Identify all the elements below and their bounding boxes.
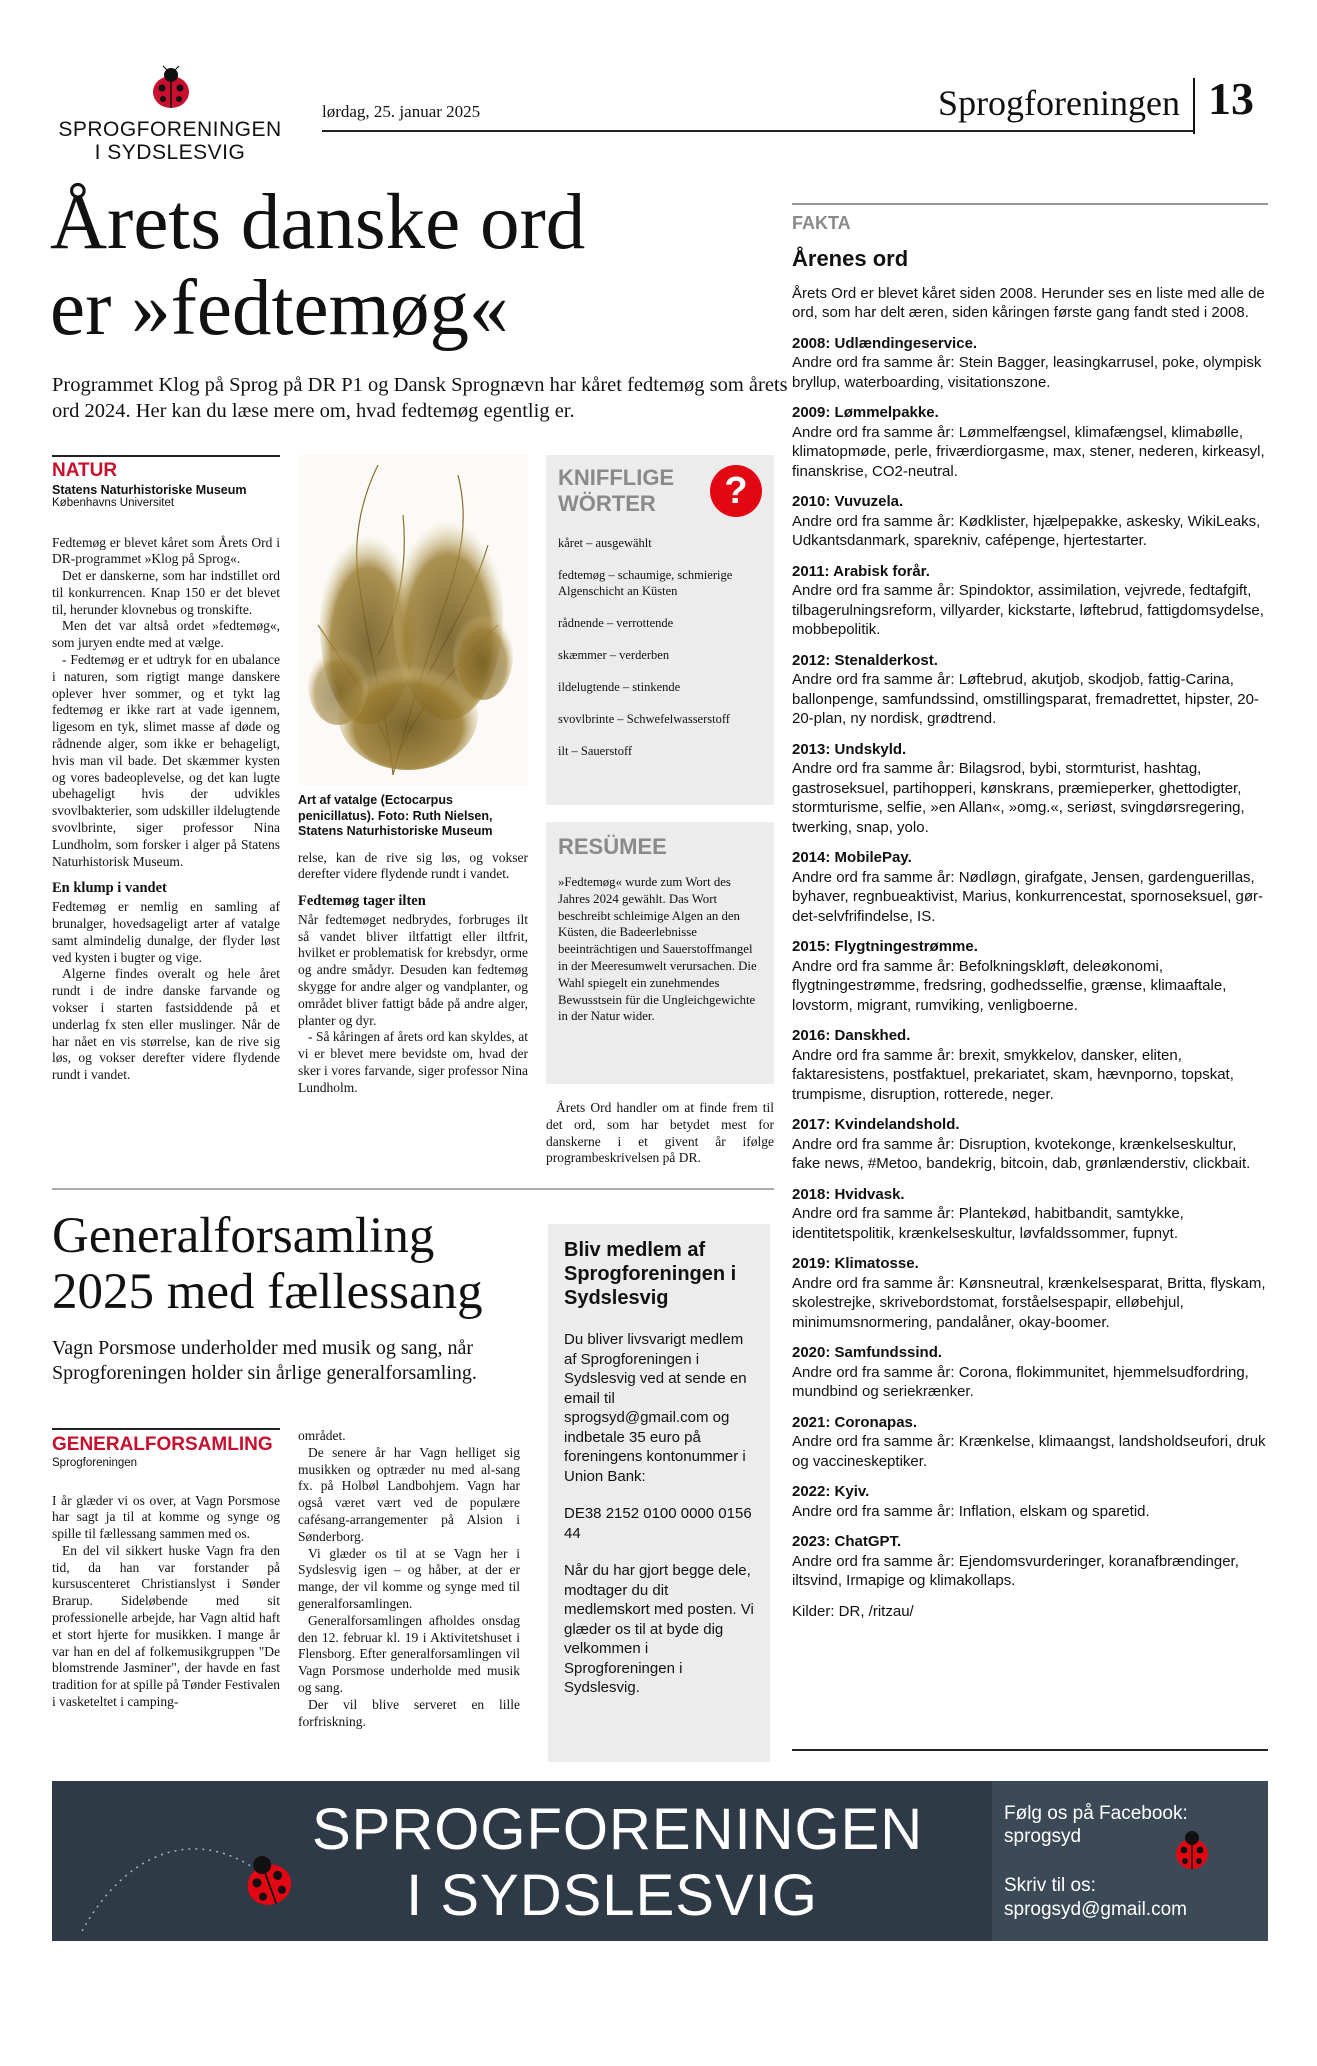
list-item: fedtemøg – schaumige, schmierige Algenschicht an Küsten xyxy=(558,568,733,598)
logo-line2: I SYDSLESVIG xyxy=(94,141,246,164)
fakta-box xyxy=(792,203,1268,1632)
footer-banner xyxy=(52,1781,1268,1941)
article2-lead: Vagn Porsmose underholder med musik og sang, når Sprogforeningen holder sin årlige generalforsamling. xyxy=(52,1337,477,1384)
resumee-text: »Fedtemøg« wurde zum Wort des Jahres 2024 gewählt. Das Wort beschreibt schleimige Algen an den Küsten, die Badeerlebnisse beeinträchtigen und Sauerstoffmangel in der Meeresumwelt verursachen. Die Wahl spiegelt ein zunehmendes Bewusstsein für die Ungleichgewichte in der Natur wider. xyxy=(558,875,757,1024)
knifflige-title-line2: WÖRTER xyxy=(558,491,656,516)
ladybug-icon xyxy=(147,66,195,110)
list-item: ildelugtende – stinkende xyxy=(558,680,681,694)
list-item: svovlbrinte – Schwefelwasserstoff xyxy=(558,712,730,726)
list-item: 2016: Danskhed. Andre ord fra samme år: brexit, smykkelov, dansker, eliten, faktaresistens, postfaktuel, prekariatet, skam, hævnporno, topskat, trumpisme, disruption, rotterede, neger. xyxy=(792,1027,1234,1103)
photo-caption: Art af vatalge (Ectocarpus penicillatus). Foto: Ruth Nielsen, Statens Naturhistoriske Museum xyxy=(298,793,493,838)
list-item: 2008: Udlændingeservice. Andre ord fra samme år: Stein Bagger, leasingkarrusel, poke, olympisk bryllup, waterboarding, visitationszone. xyxy=(792,334,1262,391)
body-para: Fedtemøg er nemlig en samling af brunalger, hovedsageligt arter af vatalge samt almindelig dunalge, der flyder løst ved kysten i bugter og vige. xyxy=(52,899,280,965)
knifflige-woerter-box xyxy=(546,455,774,805)
banner-line1: SPROGFORENINGEN xyxy=(312,1797,924,1862)
membership-title: Bliv medlem af Sprogforeningen i Sydslesvig xyxy=(564,1239,737,1309)
body-para: Vi glæder os til at se Vagn her i Sydslesvig igen – og håber, at der er mange, der vil komme og synge med til generalforsamlingen. xyxy=(298,1545,520,1611)
list-item: 2018: Hvidvask. Andre ord fra samme år: Plantekød, habitbandit, samtykke, identitetspolitik, krænkelseskultur, løvfaldssommer, fupnyt. xyxy=(792,1185,1184,1242)
question-icon: ? xyxy=(710,465,762,517)
article2-body-col2 xyxy=(298,1428,520,1730)
article1-body-col1 xyxy=(52,534,280,1083)
list-item: 2021: Coronapas. Andre ord fra samme år: Krænkelse, klimaangst, landsholdseufori, druk og vaccineskeptiker. xyxy=(792,1413,1266,1470)
membership-text2: Når du har gjort begge dele, modtager du dit medlemskort med posten. Vi glæder os til at byde dig velkommen i Sprogforeningen i Sydslesvig. xyxy=(564,1562,754,1696)
list-item: skæmmer – verderben xyxy=(558,648,670,662)
body-para: Det er danskerne, som har indstillet ord til konkurrencen. Knap 150 er det blevet til, herunder klovnebus og tronskifte. xyxy=(52,568,280,617)
seaweed-image xyxy=(298,455,528,785)
article1-col1 xyxy=(52,455,280,1083)
article1-source2: Københavns Universitet xyxy=(52,496,175,509)
article1-kicker: NATUR xyxy=(52,459,118,481)
fakta-bottom-rule xyxy=(792,1749,1268,1751)
body-para: området. xyxy=(298,1428,346,1443)
article2-col1 xyxy=(52,1428,280,1711)
article2-body-col1 xyxy=(52,1493,280,1711)
membership-text1: Du bliver livsvarigt medlem af Sprogforeningen i Sydslesvig ved at sende en email til sprogsyd@gmail.com og indbetale 35 euro på foreningens kontonummer i Union Bank: xyxy=(564,1331,747,1485)
page-number: 13 xyxy=(1208,73,1254,124)
body-para: I år glæder vi os over, at Vagn Porsmose har sagt ja til at komme og synge og spille til fællessang sammen med os. xyxy=(52,1492,280,1542)
article2-top-rule xyxy=(52,1188,774,1190)
headline-line2: 2025 med fællessang xyxy=(52,1264,483,1320)
ladybug-icon xyxy=(238,1851,298,1911)
knifflige-list xyxy=(558,535,762,759)
headline-line2: er »fedtemøg« xyxy=(50,265,509,352)
body-para: En del vil sikkert huske Vagn fra den tid, da han var forstander på kursuscenteret Christianslyst i Sønder Brarup. Sideløbende med sit professionelle arbejde, har Vagn altid haft et stort hjerte for musikken. I mange år var han en del af folkemusikgruppen "De blomstrende Jasminer", der havde en fast tradition for at spille på Tønder Festivalen i vasketeltet i camping- xyxy=(52,1542,280,1710)
article1-lead: Programmet Klog på Sprog på DR P1 og Dansk Sprognævn har kåret fedtemøg som årets ord 2024. Her kan du læse mere om, hvad fedtemøg egentlig er. xyxy=(52,374,788,422)
body-para: Algerne findes overalt og hele året rundt i de indre danske farvande og vokser i starten fastsiddende på et underlag fx sten eller muslinger. Når de har nået en vis størrelse, kan de rive sig løs, og vokser derefter videre flydende rundt i vandet. xyxy=(52,966,280,1083)
membership-iban: DE38 2152 0100 0000 0156 44 xyxy=(564,1505,752,1542)
masthead-rule xyxy=(322,130,1194,132)
list-item: rådnende – verrottende xyxy=(558,616,674,630)
kicker-rule xyxy=(52,1428,280,1430)
article2-kicker: GENERALFORSAMLING xyxy=(52,1433,273,1455)
body-para: Når fedtemøget nedbrydes, forbruges ilt så vandet bliver iltfattigt eller iltfrit, hvilket er problematisk for krebsdyr, orme og andre smådyr. Desuden kan fedtemøg skygge for andre alger og vandplanter, og området bliver fattigt både på andre alger, planter og dyr. xyxy=(298,911,528,1028)
body-para: - Så kåringen af årets ord kan skyldes, at vi er blevet mere bevidste om, hvad der sker i vores farvande, siger professor Nina Lundholm. xyxy=(298,1029,528,1095)
body-para: Fedtemøg er blevet kåret som Årets Ord i DR-programmet »Klog på Sprog«. xyxy=(52,534,280,567)
facebook-handle[interactable]: sprogsyd xyxy=(1004,1826,1082,1847)
list-item: 2012: Stenalderkost. Andre ord fra samme år: Løftebrud, akutjob, skodjob, fattig-Carina, ballonpenge, samfundssind, omstillingsparat, fremadrettet, hipster, 20-20-plan, ny nordisk, grødtrend. xyxy=(792,651,1259,727)
list-item: ilt – Sauerstoff xyxy=(558,744,633,758)
article2-source: Sprogforeningen xyxy=(52,1456,138,1469)
article2-headline xyxy=(52,1208,572,1320)
article1-source1: Statens Naturhistoriske Museum xyxy=(52,482,247,497)
list-item: 2020: Samfundssind. Andre ord fra samme år: Corona, flokimmunitet, hjemmelsudfordring, mundbind og seriekrænker. xyxy=(792,1344,1249,1400)
list-item: 2009: Lømmelpakke. Andre ord fra samme år: Lømmelfængsel, klimafængsel, klimabølle, klimatopmøde, perle, friværdiorgasme, max, stener, nederen, kirkeasyl, finanskrise, CO2-neutral. xyxy=(792,404,1265,480)
fakta-label: FAKTA xyxy=(792,212,851,233)
fakta-top-rule xyxy=(792,203,1268,205)
headline-line1: Årets danske ord xyxy=(50,179,586,266)
list-item: 2015: Flygtningestrømme. Andre ord fra samme år: Befolkningskløft, deleøkonomi, flygtningestrømme, fredsring, godhedsselfie, grænse, klimaaftale, lovstorm, migrant, rumviking, venligboerne. xyxy=(792,938,1227,1014)
article1-col2 xyxy=(298,455,528,1097)
list-item: 2010: Vuvuzela. Andre ord fra samme år: Kødklister, hjælpepakke, askesky, WikiLeaks, Udkantsdanmark, sparekniv, cafépenge, hjertestarter. xyxy=(792,493,1261,549)
masthead-logo xyxy=(52,66,288,166)
body-para: Generalforsamlingen afholdes onsdag den 12. februar kl. 19 i Aktivitetshuset i Flensborg. Efter generalforsamlingen vil Vagn Porsmose underholde med musik og sang. xyxy=(298,1612,520,1695)
resumee-title: RESÜMEE xyxy=(558,834,667,859)
ladybug-icon xyxy=(1170,1829,1214,1873)
knifflige-title-line1: KNIFFLIGE xyxy=(558,465,675,490)
article1-body-col2 xyxy=(298,850,528,1097)
list-item: 2023: ChatGPT. Andre ord fra samme år: Ejendomsvurderinger, koranafbrændinger, iltsvind, Irmapige og klimakollaps. xyxy=(792,1533,1239,1589)
fakta-intro: Årets Ord er blevet kåret siden 2008. Herunder ses en liste med alle de ord, som har delt æren, siden kåringen første gang fandt sted i 2008. xyxy=(792,284,1265,321)
fakta-title: Årenes ord xyxy=(792,245,909,271)
banner-line2: I SYDSLESVIG xyxy=(406,1863,818,1928)
body-para: Men det var altså ordet »fedtemøg«, som juryen endte med at vælge. xyxy=(52,618,280,651)
section-name: Sprogforeningen xyxy=(938,83,1180,123)
list-item: 2017: Kvindelandshold. Andre ord fra samme år: Disruption, kvotekonge, krænkelseskultur, fake news, #Metoo, bandekrig, bitcoin, dab, grønlænderstiv, clickbait. xyxy=(792,1116,1251,1172)
masthead-divider xyxy=(1193,78,1195,134)
body-para: Årets Ord handler om at finde frem til det ord, som har betydet mest for danskerne i et givent år ifølge programbeskrivelsen på DR. xyxy=(546,1100,774,1166)
list-item: kåret – ausgewählt xyxy=(558,536,652,550)
body-para: relse, kan de rive sig løs, og vokser derefter videre flydende rundt i vandet. xyxy=(298,849,528,882)
article1-headline xyxy=(50,180,790,352)
article1-body-col3 xyxy=(546,1100,774,1167)
body-para: De senere år har Vagn helliget sig musikken og optræder nu med al-sang fx. på Holbøl Landbohjem. Vagn har også været vært ved de populære cafésang-arrangementer på Alsion i Sønderborg. xyxy=(298,1444,520,1544)
body-para: Der vil blive serveret en lille forfriskning. xyxy=(298,1696,520,1729)
issue-date: lørdag, 25. januar 2025 xyxy=(322,102,481,121)
list-item: 2014: MobilePay. Andre ord fra samme år: Nødløgn, girafgate, Jensen, gardenguerillas, byhaver, regnbueaktivist, Marius, konkurrencestat, spornoseksuel, gør-det-selvfrifindelse, IS. xyxy=(792,849,1264,925)
facebook-label: Følg os på Facebook: xyxy=(1004,1803,1188,1824)
kicker-rule xyxy=(52,455,280,457)
list-item: 2022: Kyiv. Andre ord fra samme år: Inflation, elskam og sparetid. xyxy=(792,1483,1150,1520)
resumee-box xyxy=(546,822,774,1084)
list-item: 2011: Arabisk forår. Andre ord fra samme år: Spindoktor, assimilation, vejvrede, fedtafgift, tilbagerulningsreform, villyarder, kickstarte, løftebrud, fattigdomsydelse, mobbepolitik. xyxy=(792,562,1264,638)
headline-line1: Generalforsamling xyxy=(52,1208,435,1264)
body-para: - Fedtemøg er et udtryk for en ubalance i naturen, som rigtigt mange danskere oplever hver sommer, og et tykt lag fedtemøg er ikke rart at vade igennem, ligesom en tyk, slimet masse af døde og rådnende alger, som ikke er behageligt, hvis man vil bade. Det skæmmer kysten og vores badeoplevelse, og det kan lugte ubehageligt hvis der udvikles svovlbakterier, som udskiller ildelugtende svovlbrinte, siger professor Nina Lundholm, som forsker i alger på Statens Naturhistorisk Museum. xyxy=(52,652,280,869)
article1-subhead2: Fedtemøg tager ilten xyxy=(298,893,426,910)
fakta-sources: Kilder: DR, /ritzau/ xyxy=(792,1602,914,1620)
write-label: Skriv til os: xyxy=(1004,1875,1096,1896)
email-link[interactable]: sprogsyd@gmail.com xyxy=(1004,1899,1187,1920)
list-item: 2019: Klimatosse. Andre ord fra samme år: Kønsneutral, krænkelsesparat, Britta, flyskam, skolestrejke, skrivebordstomat, forståelsespapir, elløbehjul, minimumsnormering, pandalåner, okay-boomer. xyxy=(792,1255,1266,1331)
algae-photo xyxy=(298,455,528,785)
article1-subhead1: En klump i vandet xyxy=(52,880,167,897)
membership-box xyxy=(548,1224,770,1762)
fakta-list xyxy=(792,334,1268,1591)
list-item: 2013: Undskyld. Andre ord fra samme år: Bilagsrod, bybi, stormturist, hashtag, gastroseksuel, partihopperi, kønskrans, præmieperker, ghettodigter, stormturisme, selfie, »en Allan«, »omg.«, seriøst, svingdørsregering, twerking, snap, yolo. xyxy=(792,740,1245,836)
logo-line1: SPROGFORENINGEN xyxy=(58,118,282,141)
